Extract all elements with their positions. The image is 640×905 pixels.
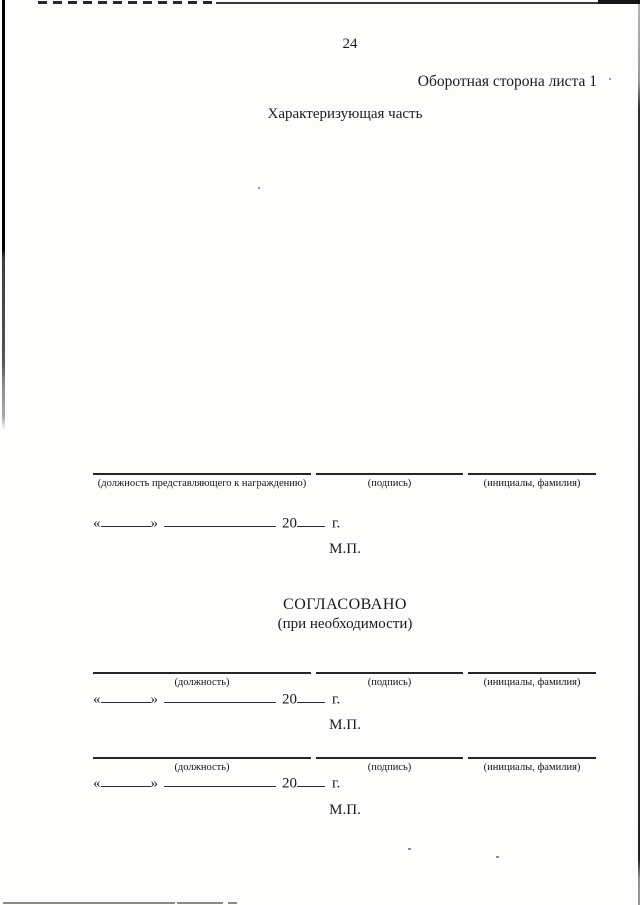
quote-close: » [150,691,158,708]
quote-open: « [93,515,101,532]
section-title: Характеризующая часть [267,106,423,122]
signature-caption: (подпись) [367,762,412,773]
scan-speck [496,856,499,858]
stamp-placeholder: М.П. [329,802,361,818]
day-blank [101,772,151,787]
month-blank [164,772,276,787]
signature-line-signature [316,757,463,759]
day-blank [101,512,151,527]
year-unit: г. [332,691,341,708]
date-line [93,688,340,708]
signature-caption: (подпись) [367,677,412,688]
year-blank [297,688,325,703]
year-blank [297,772,325,787]
year-unit: г. [332,775,341,792]
signature-caption: (подпись) [367,478,412,489]
year-prefix: 20 [282,775,297,792]
signature-line-name [468,757,596,759]
sheet-side-note: Оборотная сторона листа 1 [417,73,597,90]
signature-line-position [93,757,311,759]
signature-line-name [468,672,596,674]
date-line [93,772,340,792]
scan-border-top-corner [598,0,640,4]
date-line [93,512,340,532]
quote-open: « [93,691,101,708]
quote-close: » [150,775,158,792]
quote-open: « [93,775,101,792]
year-unit: г. [332,515,341,532]
scan-speck [408,848,411,850]
signature-line-position [93,672,311,674]
day-blank [101,688,151,703]
page-number: 24 [342,36,358,52]
name-caption: (инициалы, фамилия) [483,677,581,688]
year-prefix: 20 [282,515,297,532]
year-blank [297,512,325,527]
stamp-placeholder: М.П. [329,541,361,557]
scan-border-top-dashed [38,1,216,4]
signature-line-name [468,473,596,475]
position-caption: (должность) [174,677,230,688]
scan-speck [609,78,611,80]
approval-title: СОГЛАСОВАНО [283,596,407,613]
scan-border-top-solid [216,2,602,4]
position-caption: (должность представляющего к награждению) [97,478,307,489]
scan-border-bottom [177,902,223,904]
scan-border-bottom [3,902,175,904]
quote-close: » [150,515,158,532]
scan-border-bottom [228,902,237,904]
signature-line-signature [316,473,463,475]
name-caption: (инициалы, фамилия) [483,762,581,773]
year-prefix: 20 [282,691,297,708]
stamp-placeholder: М.П. [329,717,361,733]
signature-line-signature [316,672,463,674]
month-blank [164,688,276,703]
signature-line-position [93,473,311,475]
scan-border-left [2,0,5,905]
approval-subtitle: (при необходимости) [277,616,413,632]
name-caption: (инициалы, фамилия) [483,478,581,489]
position-caption: (должность) [174,762,230,773]
scan-speck [258,187,260,189]
month-blank [164,512,276,527]
